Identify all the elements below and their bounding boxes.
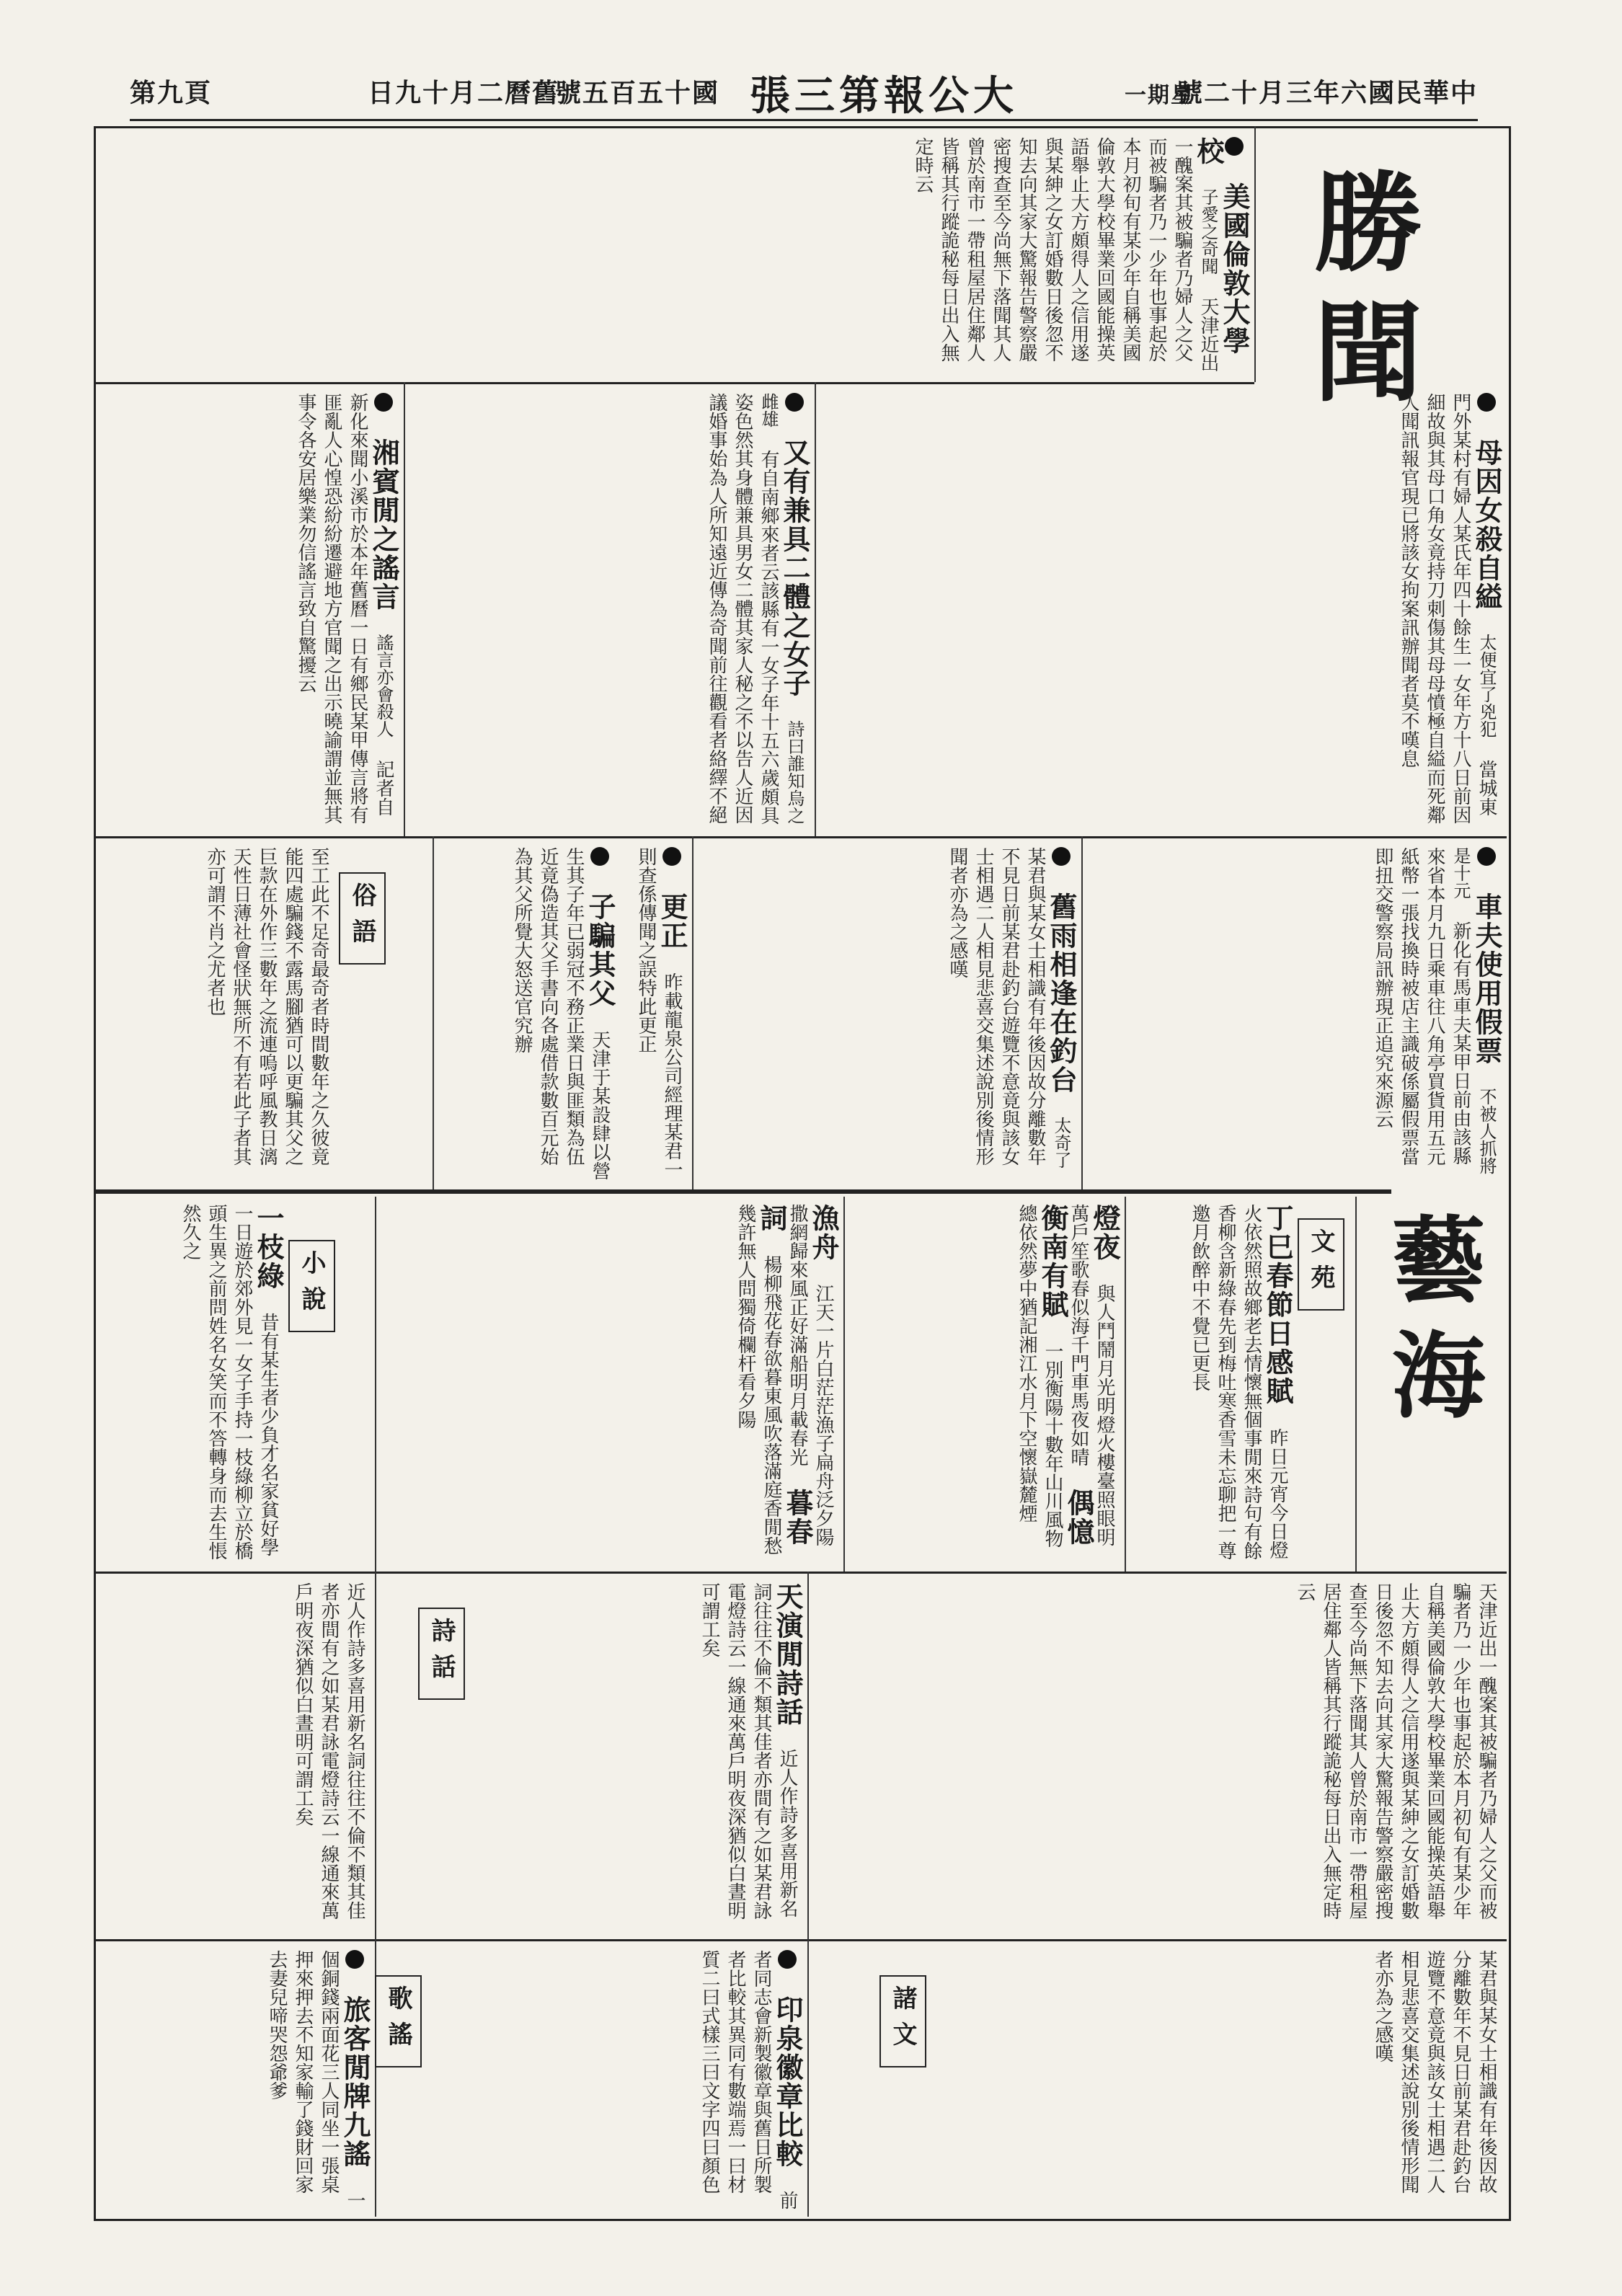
article-title: 一枝綠 [252, 1204, 285, 1290]
rule [94, 1189, 1391, 1194]
rule [94, 1572, 1507, 1574]
essay-arts-continued [815, 1582, 1499, 1932]
article-title: 天演閒詩話 [771, 1582, 804, 1727]
article-body: 昨載龍泉公司經理某君一則查係傳聞之誤特此更正 [635, 847, 683, 1179]
poetry-talk-continued [101, 1582, 368, 1932]
article-subtitle: 子愛之奇聞 [1198, 188, 1218, 275]
article-fake-ticket [1089, 847, 1503, 1182]
article-body: 天津近出一醜案其被騙者乃婦人之父而被騙者乃一少年也事起於本月初旬有某少年自稱美國倫敦大學校畢業回國能操英語舉止大方頗得人之信用遂與某紳之女訂婚數日後忽不知去向其家大驚報告警察嚴密搜查至今尚無下落聞其人曾於南市一帶租屋居住鄰人皆稱其行蹤詭秘每日出入無定時云 [912, 137, 1219, 372]
article-body: 至工此不足奇最奇者時間數年之久彼竟能四處騙錢不露馬腳猶可以更騙其父之巨款在外作三數年之流連嗚呼風教日漓天性日薄社會怪狀無所不有若此子者其亦可謂不肖之尤者也 [204, 847, 329, 1166]
section-header-arts: 藝海 [1376, 1211, 1486, 1442]
poem-fishing-boat [382, 1204, 840, 1564]
article-title: 母因女殺自縊 [1471, 438, 1503, 611]
article-body: 昔有某生者少負才名家貧好學一日遊於郊外見一女子手持一枝綠柳立於橋頭生異之前問姓名女笑而不答轉身而去生悵然久之 [180, 1204, 279, 1560]
poem-spring-festival [1132, 1204, 1294, 1564]
article-body: 天津近出一醜案其被騙者乃婦人之父而被騙者乃一少年也事起於本月初旬有某少年自稱美國倫敦大學校畢業回國能操英語舉止大方頗得人之信用遂與某紳之女訂婚數日後忽不知去向其家大驚報告警察嚴密搜查至今尚無下落聞其人曾於南市一帶租屋居住鄰人皆稱其行蹤詭秘每日出入無定時云 [1294, 1582, 1497, 1920]
article-body: 一個銅錢兩面花三人同坐一張桌押來押去不知家輸了錢財回家去妻兒啼哭怨爺爹 [266, 1950, 365, 2209]
page-number: 第九頁 [130, 78, 213, 108]
article-subtitle: 太便宜了兇犯 [1476, 634, 1497, 737]
article-son-cheats-father [440, 847, 616, 1182]
poetry-talk [469, 1582, 804, 1932]
article-mother-suicide [822, 393, 1503, 825]
bullet-icon [778, 1950, 797, 1969]
article-body: 前者同志會新製徽章與舊日所製者比較其異同有數端焉一曰材質二曰式樣三曰文字四曰顏色 [699, 1950, 798, 2209]
article-body: 某君與某女士相識有年後因故分離數年不見日前某君赴釣台遊覽不意竟與該女士相遇二人相見悲喜交集述說別後情形聞者亦為之感嘆 [947, 847, 1046, 1166]
article-rumor [101, 393, 400, 825]
rule [807, 1572, 809, 2217]
rule [692, 836, 693, 1189]
rule [1081, 836, 1083, 1189]
article-folk-saying [101, 847, 332, 1182]
article-title: 偶憶衡南有賦 [1037, 1204, 1095, 1546]
column-header-novel: 小說 [288, 1240, 335, 1332]
article-body: 天津于某設肆以營生其子年已弱冠不務正業日與匪類為伍近竟偽造其父手書向各處借款數百元始為其父所覺大怒送官究辦 [511, 847, 611, 1180]
lunar-date: 日九十月二曆舊 [368, 78, 560, 108]
article-body: 一別衡陽十數年山川風物總依然夢中猶記湘江水月下空懷嶽麓煙 [1016, 1204, 1063, 1548]
article-subtitle: 詩曰誰知烏之雌雄 [758, 393, 805, 824]
bullet-icon [345, 1950, 364, 1969]
rule [94, 836, 1507, 838]
column-header-songs: 歌謠 [375, 1975, 422, 2067]
article-title: 湘賓閒之謠言 [368, 438, 400, 611]
masthead [130, 68, 1478, 121]
poem-lantern-night [851, 1204, 1121, 1564]
rule [94, 1939, 1507, 1941]
issue-number: 號五百五十國 [555, 78, 720, 108]
article-badge-comparison [382, 1950, 804, 2209]
novel-green-branch [101, 1204, 285, 1564]
paper-title: 張三第報公大 [750, 72, 1018, 120]
article-body: 近人作詩多喜用新名詞往往不倫不類其佳者亦間有之如某君詠電燈詩云一線通來萬戶明夜深猶似白晝明可謂工矣 [699, 1582, 798, 1920]
article-subtitle: 太奇了 [1051, 1117, 1071, 1169]
bullet-icon [590, 847, 609, 866]
article-title: 漁舟 [807, 1204, 840, 1262]
article-title: 美國倫敦大學校 [1192, 137, 1251, 355]
rule [375, 1197, 376, 1572]
bullet-icon [785, 393, 804, 412]
article-title: 旅客閒牌九謠 [339, 1995, 371, 2168]
article-title: 子騙其父 [584, 892, 616, 1008]
article-title: 更正 [656, 892, 688, 950]
article-subtitle: 謠言亦會殺人 [373, 634, 394, 737]
bullet-icon [662, 847, 681, 866]
gregorian-date: 號二十月三年六國民華中 [1176, 78, 1478, 108]
article-correction [620, 847, 688, 1182]
article-london-university [108, 137, 1251, 375]
weekday: 一期星 [1125, 83, 1194, 108]
article-old-friends [699, 847, 1078, 1182]
article-title: 又有兼具二體之女子 [779, 438, 811, 698]
article-body: 某君與某女士相識有年後因故分離數年不見日前某君赴釣台遊覽不意竟與該女士相遇二人相見悲喜交集述說別後情形聞者亦為之感嘆 [1372, 1950, 1497, 2194]
rule [1355, 1197, 1357, 1572]
rule [1254, 126, 1256, 382]
bullet-icon [1052, 847, 1071, 866]
article-body: 楊柳飛花春欲暮東風吹落滿庭香閒愁幾許無人問獨倚欄杆看夕陽 [735, 1204, 782, 1555]
column-header-folk: 俗語 [339, 872, 386, 965]
article-title: 暮春詞 [755, 1204, 814, 1546]
article-body: 與人鬥鬧月光明燈火樓臺照眼明萬戶笙歌春似海千門車馬夜如晴 [1068, 1204, 1115, 1546]
section-header-news: 勝聞 [1295, 166, 1422, 425]
article-title: 丁巳春節日感賦 [1262, 1204, 1294, 1406]
column-header-poetry-talk: 詩話 [418, 1608, 465, 1700]
article-subtitle: 不被人抓將是十元 [1450, 847, 1497, 1174]
bullet-icon [1477, 847, 1496, 866]
article-dual-body-woman [411, 393, 811, 825]
article-title: 舊雨相逢在釣台 [1045, 892, 1078, 1094]
article-title: 燈夜 [1089, 1204, 1121, 1262]
column-header-literature: 文苑 [1298, 1218, 1344, 1311]
article-body: 江天一片白茫茫漁子扁舟泛夕陽撒網歸來風正好滿船明月載春光 [786, 1204, 834, 1546]
rule [843, 1197, 845, 1572]
article-body: 當城東門外某村有婦人某氏年四十餘生一女年方十八日前因細故與其母口角女竟持刀刺傷其母母憤極自縊而死鄰人聞訊報官現已將該女拘案訊辦聞者莫不嘆息 [1398, 393, 1497, 824]
bullet-icon [1477, 393, 1496, 412]
rule [375, 1572, 376, 2217]
article-body: 記者自新化來聞小溪市於本年舊曆一日有鄉民某甲傳言將有匪亂人心惶恐紛紛遷避地方官聞之出示曉諭謂並無其事令各安居樂業勿信謠言致自驚擾云 [295, 393, 394, 824]
article-body: 新化有馬車夫某甲日前由該縣來省本月九日乘車往八角亭買貨用五元紙幣一張找換時被店主識破係屬假票當即扭交警察局訊辦現正追究來源云 [1372, 847, 1471, 1166]
rule [404, 382, 405, 836]
article-title: 印泉徽章比較 [771, 1995, 804, 2168]
bullet-icon [374, 393, 393, 412]
rule [433, 836, 434, 1189]
bullet-icon [1225, 137, 1244, 156]
rule [1125, 1197, 1126, 1572]
song-paigow [101, 1950, 371, 2209]
article-body: 昨日元宵今日燈火依然照故鄉老去情懷無個事閒來詩句有餘香柳含新綠春先到梅吐寒香雪未忘聊把一尊邀月飲醉中不覺已更長 [1189, 1204, 1288, 1560]
rule [815, 382, 816, 836]
article-body: 近人作詩多喜用新名詞往往不倫不類其佳者亦間有之如某君詠電燈詩云一線通來萬戶明夜深猶似白晝明可謂工矣 [292, 1582, 365, 1920]
article-body: 有自南鄉來者云該縣有一女子年十五六歲頗具姿色然其身體兼具男女二體其家人秘之不以告人近因議婚事始為人所知遠近傳為奇聞前往觀看者絡繹不絕 [706, 393, 779, 825]
rule [94, 382, 1254, 384]
column-header-essays: 諸文 [879, 1975, 926, 2067]
article-title: 車夫使用假票 [1471, 892, 1503, 1065]
